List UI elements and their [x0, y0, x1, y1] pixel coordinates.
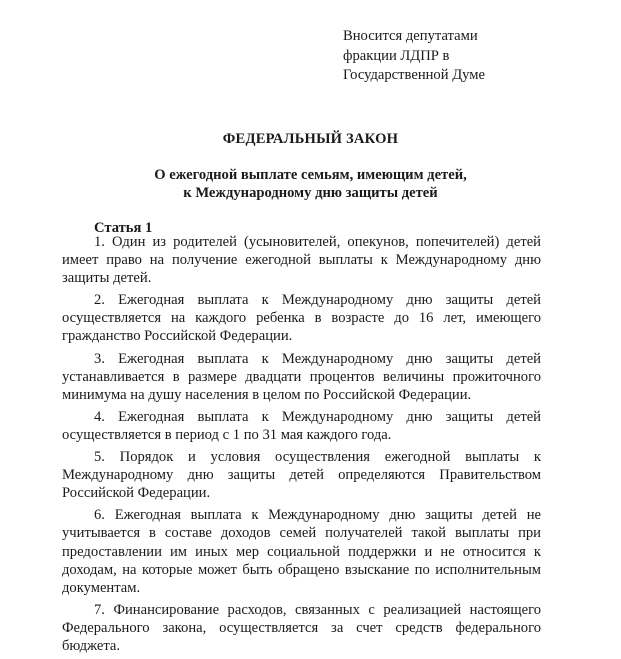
- article-paragraph-6: 6. Ежегодная выплата к Международному дню защиты детей не учитывается в составе доходов семей получателей такой выплаты при предоставлении им иных мер социальной поддержки и не относится к доходам, на которые может быть обращено взыскание по исполнительным документам.: [62, 507, 541, 596]
- law-subtitle: [0, 166, 621, 202]
- law-subtitle-line: к Международному дню защиты детей: [183, 185, 438, 201]
- article-paragraph-7: 7. Финансирование расходов, связанных с реализацией настоящего Федерального закона, осуществляется за счет средств федерального бюджета.: [62, 601, 541, 654]
- law-subtitle-line: О ежегодной выплате семьям, имеющим детей,: [154, 167, 467, 183]
- article-heading: Статья 1: [94, 220, 153, 236]
- submitter-line: Вносится депутатами: [343, 28, 478, 44]
- article-paragraph-1: 1. Один из родителей (усыновителей, опекунов, попечителей) детей имеет право на получение ежегодной выплаты к Международному дню защиты детей.: [62, 234, 541, 287]
- article-paragraph-3: 3. Ежегодная выплата к Международному дню защиты детей устанавливается в размере двадцати процентов величины прожиточного минимума на душу населения в целом по Российской Федерации.: [62, 350, 541, 403]
- article-paragraph-5: 5. Порядок и условия осуществления ежегодной выплаты к Международному дню защиты детей определяются Правительством Российской Федерации.: [62, 449, 541, 502]
- article-paragraph-2: 2. Ежегодная выплата к Международному дню защиты детей осуществляется на каждого ребенка в возрасте до 16 лет, имеющего гражданство Российской Федерации.: [62, 292, 541, 345]
- article-paragraph-4: 4. Ежегодная выплата к Международному дню защиты детей осуществляется в период с 1 по 31 мая каждого года.: [62, 408, 541, 443]
- submitter-block: [343, 27, 593, 86]
- submitter-line: Государственной Думе: [343, 67, 485, 83]
- submitter-line: фракции ЛДПР в: [343, 47, 450, 64]
- article-body: [62, 233, 541, 659]
- law-title: ФЕДЕРАЛЬНЫЙ ЗАКОН: [222, 131, 399, 147]
